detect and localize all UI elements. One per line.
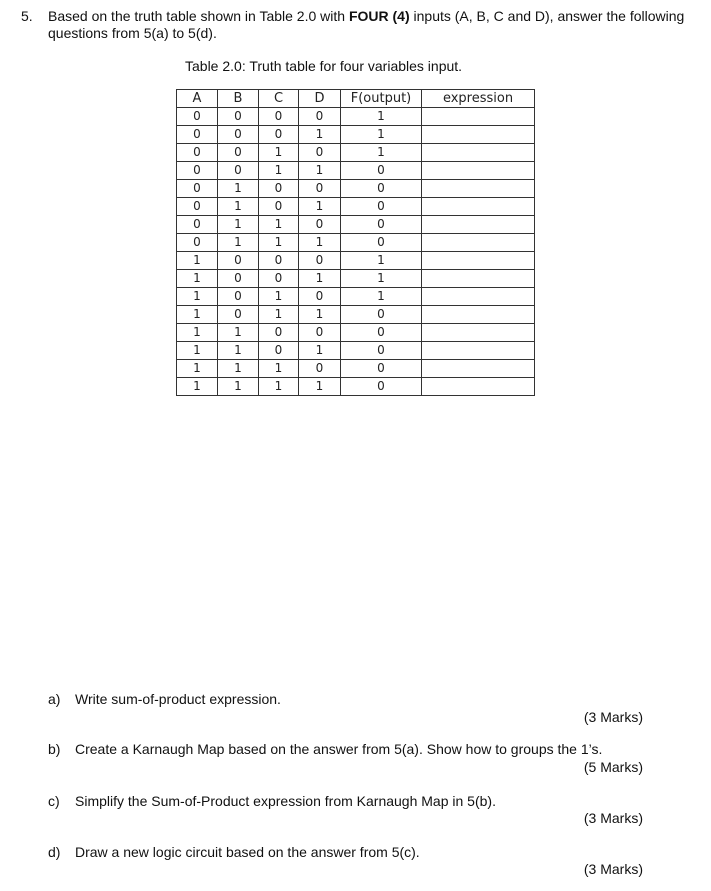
cell-d: 0 <box>299 144 341 162</box>
cell-c: 1 <box>259 288 299 306</box>
cell-a: 1 <box>177 252 218 270</box>
table-caption: Table 2.0: Truth table for four variables input. <box>185 58 463 74</box>
question-text <box>48 8 688 42</box>
cell-a: 0 <box>177 234 218 252</box>
cell-b: 0 <box>218 126 259 144</box>
subquestion-c-label: c) <box>48 793 60 809</box>
cell-b: 1 <box>218 324 259 342</box>
cell-a: 0 <box>177 198 218 216</box>
cell-b: 1 <box>218 180 259 198</box>
cell-b: 0 <box>218 306 259 324</box>
table-row <box>177 360 535 378</box>
table-row <box>177 180 535 198</box>
cell-d: 1 <box>299 162 341 180</box>
subquestion-b-marks: (5 Marks) <box>583 759 643 775</box>
subquestion-d-marks: (3 Marks) <box>583 861 643 877</box>
table-row <box>177 288 535 306</box>
subquestion-d-label: d) <box>48 844 61 860</box>
cell-d: 1 <box>299 234 341 252</box>
cell-b: 1 <box>218 360 259 378</box>
cell-c: 0 <box>259 270 299 288</box>
cell-expression <box>422 324 535 342</box>
cell-f-output: 0 <box>341 234 422 252</box>
header-expression: expression <box>422 90 535 108</box>
table-row <box>177 252 535 270</box>
cell-a: 0 <box>177 180 218 198</box>
subquestion-b-text: Create a Karnaugh Map based on the answer from 5(a). Show how to groups the 1’s. <box>75 741 603 757</box>
subquestion-c-text: Simplify the Sum-of-Product expression from Karnaugh Map in 5(b). <box>75 793 496 809</box>
cell-b: 1 <box>218 378 259 396</box>
header-d: D <box>299 90 341 108</box>
cell-f-output: 0 <box>341 342 422 360</box>
cell-b: 1 <box>218 234 259 252</box>
cell-f-output: 0 <box>341 198 422 216</box>
subquestion-a-label: a) <box>48 691 61 707</box>
table-row <box>177 126 535 144</box>
cell-b: 0 <box>218 108 259 126</box>
cell-expression <box>422 198 535 216</box>
cell-f-output: 1 <box>341 270 422 288</box>
cell-d: 0 <box>299 360 341 378</box>
cell-d: 1 <box>299 198 341 216</box>
cell-a: 1 <box>177 306 218 324</box>
header-a: A <box>177 90 218 108</box>
cell-a: 0 <box>177 126 218 144</box>
cell-b: 0 <box>218 144 259 162</box>
table-row <box>177 378 535 396</box>
cell-f-output: 1 <box>341 108 422 126</box>
table-row <box>177 234 535 252</box>
cell-f-output: 0 <box>341 360 422 378</box>
cell-c: 1 <box>259 162 299 180</box>
cell-c: 1 <box>259 306 299 324</box>
cell-expression <box>422 342 535 360</box>
cell-expression <box>422 306 535 324</box>
cell-expression <box>422 288 535 306</box>
cell-c: 0 <box>259 180 299 198</box>
cell-expression <box>422 360 535 378</box>
cell-f-output: 1 <box>341 288 422 306</box>
cell-a: 0 <box>177 144 218 162</box>
cell-c: 0 <box>259 198 299 216</box>
cell-d: 0 <box>299 252 341 270</box>
question-number: 5. <box>21 8 33 24</box>
cell-expression <box>422 108 535 126</box>
cell-f-output: 0 <box>341 306 422 324</box>
subquestion-a-text: Write sum-of-product expression. <box>75 691 281 707</box>
cell-d: 0 <box>299 108 341 126</box>
cell-expression <box>422 144 535 162</box>
cell-f-output: 1 <box>341 252 422 270</box>
table-row <box>177 108 535 126</box>
cell-b: 0 <box>218 270 259 288</box>
cell-c: 0 <box>259 108 299 126</box>
table-row <box>177 324 535 342</box>
cell-c: 0 <box>259 342 299 360</box>
table-row <box>177 342 535 360</box>
cell-b: 0 <box>218 162 259 180</box>
cell-d: 0 <box>299 324 341 342</box>
table-row <box>177 198 535 216</box>
truth-table <box>176 89 535 396</box>
cell-a: 1 <box>177 288 218 306</box>
cell-c: 1 <box>259 144 299 162</box>
cell-d: 0 <box>299 288 341 306</box>
cell-expression <box>422 252 535 270</box>
question-text-before: Based on the truth table shown in Table 2.0 with <box>48 8 349 24</box>
cell-expression <box>422 378 535 396</box>
cell-b: 1 <box>218 198 259 216</box>
cell-b: 0 <box>218 288 259 306</box>
cell-c: 0 <box>259 324 299 342</box>
cell-c: 0 <box>259 126 299 144</box>
cell-f-output: 0 <box>341 324 422 342</box>
subquestion-d <box>48 844 648 860</box>
table-row <box>177 216 535 234</box>
cell-b: 0 <box>218 252 259 270</box>
question-text-after: inputs (A, B, C and D), answer the following questions from 5(a) to 5(d). <box>48 8 685 41</box>
cell-d: 1 <box>299 270 341 288</box>
cell-f-output: 0 <box>341 162 422 180</box>
cell-f-output: 1 <box>341 126 422 144</box>
header-c: C <box>259 90 299 108</box>
subquestion-c-marks: (3 Marks) <box>583 810 643 826</box>
cell-a: 1 <box>177 270 218 288</box>
header-f-output: F(output) <box>341 90 422 108</box>
cell-expression <box>422 162 535 180</box>
table-row <box>177 306 535 324</box>
cell-d: 1 <box>299 342 341 360</box>
cell-expression <box>422 234 535 252</box>
cell-c: 1 <box>259 360 299 378</box>
cell-d: 1 <box>299 126 341 144</box>
cell-f-output: 0 <box>341 216 422 234</box>
cell-c: 1 <box>259 234 299 252</box>
cell-f-output: 0 <box>341 180 422 198</box>
question-text-bold: FOUR (4) <box>348 8 410 24</box>
cell-c: 0 <box>259 252 299 270</box>
cell-f-output: 0 <box>341 378 422 396</box>
cell-expression <box>422 216 535 234</box>
cell-d: 0 <box>299 180 341 198</box>
table-row <box>177 270 535 288</box>
cell-d: 1 <box>299 378 341 396</box>
cell-a: 0 <box>177 108 218 126</box>
cell-b: 1 <box>218 342 259 360</box>
cell-a: 1 <box>177 324 218 342</box>
cell-d: 0 <box>299 216 341 234</box>
cell-expression <box>422 180 535 198</box>
cell-a: 0 <box>177 216 218 234</box>
cell-expression <box>422 270 535 288</box>
cell-f-output: 1 <box>341 144 422 162</box>
subquestion-a-marks: (3 Marks) <box>583 709 643 725</box>
header-b: B <box>218 90 259 108</box>
cell-a: 1 <box>177 378 218 396</box>
subquestion-b-label: b) <box>48 741 61 757</box>
cell-a: 1 <box>177 360 218 378</box>
cell-b: 1 <box>218 216 259 234</box>
cell-expression <box>422 126 535 144</box>
table-body <box>177 108 535 396</box>
subquestion-a <box>48 691 648 707</box>
subquestion-d-text: Draw a new logic circuit based on the answer from 5(c). <box>75 844 420 860</box>
cell-a: 0 <box>177 162 218 180</box>
table-row <box>177 162 535 180</box>
subquestion-b <box>48 741 648 757</box>
cell-c: 1 <box>259 378 299 396</box>
cell-a: 1 <box>177 342 218 360</box>
cell-d: 1 <box>299 306 341 324</box>
cell-c: 1 <box>259 216 299 234</box>
table-row <box>177 144 535 162</box>
subquestion-c <box>48 793 648 809</box>
table-header-row <box>177 90 535 108</box>
